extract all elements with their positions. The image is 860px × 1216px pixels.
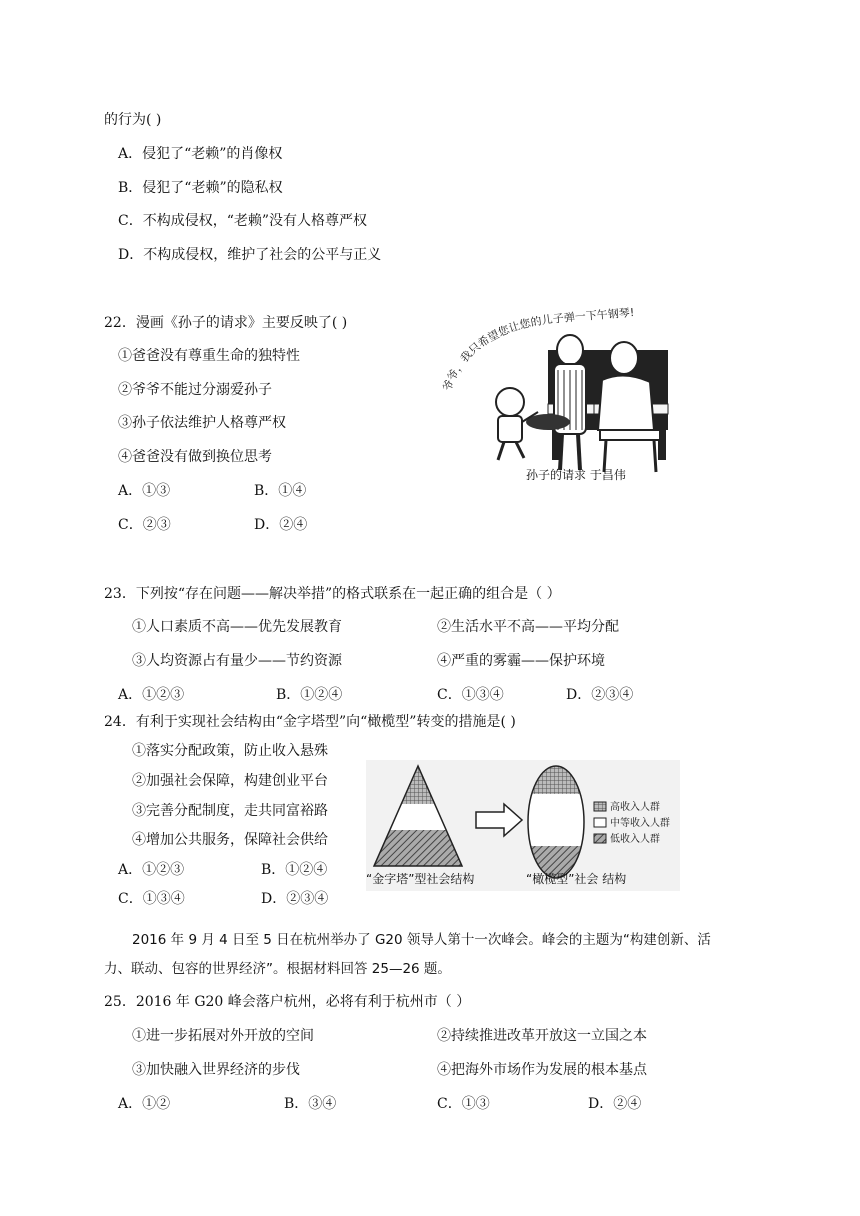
q21-option-c: C．不构成侵权，“老赖”没有人格尊严权 (118, 213, 368, 229)
legend-middle: 中等收入人群 (610, 818, 670, 829)
q25-option-b: B．③④ (284, 1096, 337, 1112)
q21-option-d: D．不构成侵权，维护了社会的公平与正义 (118, 247, 382, 263)
cartoon-illustration (440, 300, 710, 490)
q22-option-a: A．①③ (118, 483, 171, 499)
pyramid-shape (366, 760, 476, 870)
q25-option-d: D．②④ (588, 1096, 642, 1112)
q24-option-b: B．①②④ (261, 862, 328, 878)
q22-option-d: D．②④ (254, 517, 308, 533)
legend-swatch-low (594, 834, 606, 843)
q22-item-2: ②爷爷不能过分溺爱孙子 (118, 382, 272, 398)
q21-stem-tail: 的行为( ) (104, 112, 162, 128)
q21-option-b: B．侵犯了“老赖”的隐私权 (118, 180, 283, 196)
q23-option-d: D．②③④ (566, 687, 634, 703)
q25-option-c: C．①③ (437, 1096, 490, 1112)
q22-item-4: ④爸爸没有做到换位思考 (118, 449, 272, 465)
q25-item-1: ①进一步拓展对外开放的空间 (132, 1028, 314, 1044)
q24-item-1: ①落实分配政策，防止收入悬殊 (132, 743, 328, 759)
q23-option-b: B．①②④ (276, 687, 343, 703)
q23-stem: 23．下列按“存在问题——解决举措”的格式联系在一起正确的组合是（ ） (104, 586, 561, 602)
q24-option-d: D．②③④ (261, 891, 329, 907)
q25-item-2: ②持续推进改革开放这一立国之本 (437, 1028, 647, 1044)
legend-low: 低收入人群 (610, 834, 660, 845)
q24-option-a: A．①②③ (118, 862, 185, 878)
q23-item-2: ②生活水平不高——平均分配 (437, 619, 619, 635)
q22-item-1: ①爸爸没有尊重生命的独特性 (118, 348, 300, 364)
q25-stem: 25．2016 年 G20 峰会落户杭州，必将有利于杭州市（ ） (104, 994, 471, 1010)
q22-item-3: ③孙子依法维护人格尊严权 (118, 415, 286, 431)
material-line-1: 2016 年 9 月 4 日至 5 日在杭州举办了 G20 领导人第十一次峰会。峰会的主题为“构建创新、活 (132, 932, 711, 948)
material-line-2: 力、联动、包容的世界经济”。根据材料回答 25—26 题。 (104, 961, 451, 977)
olive-shape (526, 760, 586, 886)
q23-option-c: C．①③④ (437, 687, 504, 703)
q24-stem: 24．有利于实现社会结构由“金字塔型”向“橄榄型”转变的措施是( ) (104, 714, 516, 730)
q25-option-a: A．①② (118, 1096, 171, 1112)
legend-swatch-high (594, 802, 606, 811)
legend-high: 高收入人群 (610, 802, 660, 813)
olive-caption: “橄榄型”社会 结构 (526, 872, 627, 886)
pyramid-caption: “金字塔”型社会结构 (366, 872, 475, 886)
q22-option-b: B．①④ (254, 483, 307, 499)
q22-option-c: C．②③ (118, 517, 171, 533)
legend-swatch-middle (594, 818, 606, 827)
q23-item-3: ③人均资源占有量少——节约资源 (132, 653, 342, 669)
q24-item-4: ④增加公共服务，保障社会供给 (132, 832, 328, 848)
q23-item-1: ①人口素质不高——优先发展教育 (132, 619, 342, 635)
q22-stem: 22．漫画《孙子的请求》主要反映了( ) (104, 315, 348, 331)
q24-item-3: ③完善分配制度，走共同富裕路 (132, 803, 328, 819)
q21-option-a: A．侵犯了“老赖”的肖像权 (118, 146, 283, 162)
arrow-right-icon (476, 804, 522, 836)
q24-item-2: ②加强社会保障，构建创业平台 (132, 773, 328, 789)
cartoon-caption: 孙子的请求 于昌伟 (526, 468, 626, 482)
q25-item-3: ③加快融入世界经济的步伐 (132, 1062, 300, 1078)
cartoon-speech: 爷爷，我只希望您让您的儿子弹一下午钢琴! (440, 305, 635, 393)
q23-option-a: A．①②③ (118, 687, 185, 703)
q23-item-4: ④严重的雾霾——保护环境 (437, 653, 605, 669)
q24-option-c: C．①③④ (118, 891, 185, 907)
q25-item-4: ④把海外市场作为发展的根本基点 (437, 1062, 647, 1078)
cartoon-grandson-request (440, 300, 710, 490)
social-structure-diagram (366, 760, 680, 891)
